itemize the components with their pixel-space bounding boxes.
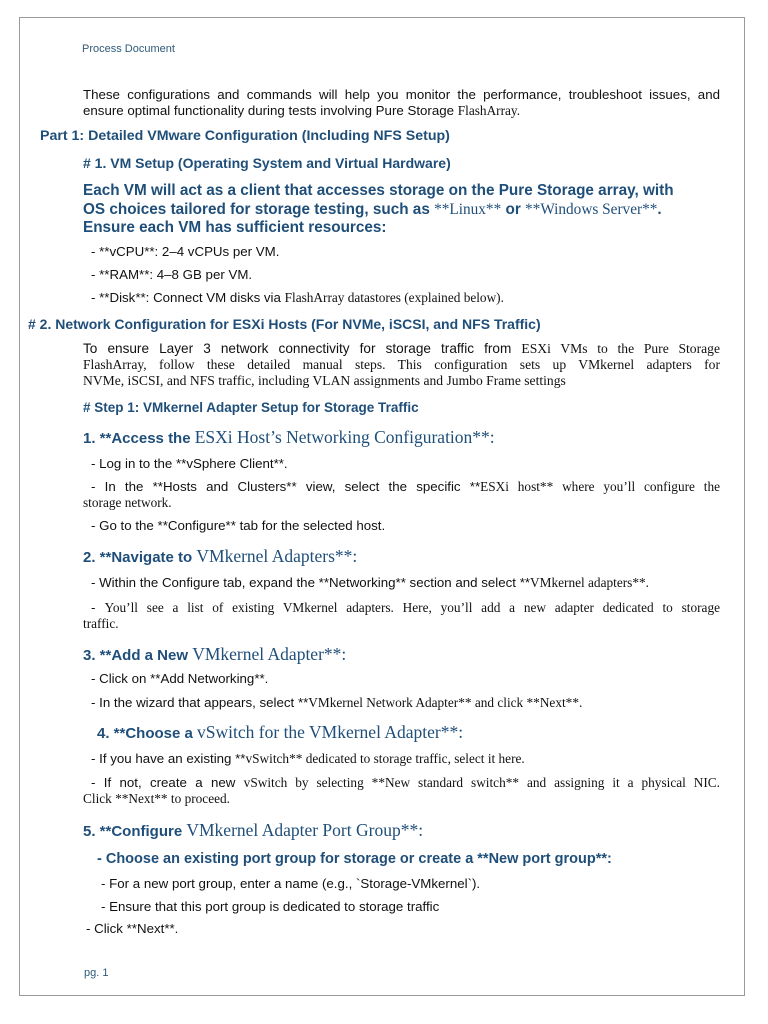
- vm-description: [83, 182, 723, 238]
- net-line-2: FlashArray, follow these detailed manual steps. This configuration sets up VMkernel adapters for: [83, 357, 720, 372]
- intro-line-1: These configurations and commands will help you monitor the performance, troubleshoot issues, and: [83, 87, 720, 102]
- s4-item-existing: - If you have an existing **vSwitch** dedicated to storage traffic, select it here.: [91, 751, 525, 766]
- intro-paragraph: [83, 87, 720, 119]
- vm-item-ram: - **RAM**: 4–8 GB per VM.: [91, 267, 253, 282]
- s1-item-hosts: - In the **Hosts and Clusters** view, select the specific **ESXi host** where you’ll configure the storage network.: [83, 479, 720, 510]
- part1-heading: Part 1: Detailed VMware Configuration (Including NFS Setup): [40, 128, 450, 144]
- vm-item-disk: - **Disk**: Connect VM disks via FlashArray datastores (explained below).: [91, 290, 504, 305]
- vm-item-vcpu: - **vCPU**: 2–4 vCPUs per VM.: [91, 244, 280, 259]
- vm-desc-line-2: OS choices tailored for storage testing, such as **Linux** or **Windows Server**.: [83, 200, 662, 218]
- page-footer: pg. 1: [84, 967, 109, 979]
- s3-item-click: - Click on **Add Networking**.: [91, 671, 269, 686]
- s5-item-dedicated: - Ensure that this port group is dedicated to storage traffic: [101, 899, 440, 914]
- s3-item-wizard: - In the wizard that appears, select **VMkernel Network Adapter** and click **Next**.: [91, 695, 583, 710]
- network-heading: # 2. Network Configuration for ESXi Hosts (For NVMe, iSCSI, and NFS Traffic): [28, 316, 541, 332]
- step-4-heading: 4. **Choose a vSwitch for the VMkernel Adapter**:: [97, 722, 464, 742]
- s2-item-expand: - Within the Configure tab, expand the **Networking** section and select **VMkernel adapters**.: [91, 575, 649, 590]
- s2-item-list: - You’ll see a list of existing VMkernel adapters. Here, you’ll add a new adapter dedicated to storage traffic.: [83, 600, 720, 631]
- vm-desc-line-1: Each VM will act as a client that accesses storage on the Pure Storage array, with: [83, 182, 674, 199]
- s5-item-next: - Click **Next**.: [86, 921, 179, 936]
- s5-subheading: - Choose an existing port group for storage or create a **New port group**:: [97, 851, 612, 867]
- network-paragraph: [83, 341, 720, 389]
- net-line-1: To ensure Layer 3 network connectivity for storage traffic from ESXi VMs to the Pure Storage: [83, 341, 720, 356]
- s1-item-login: - Log in to the **vSphere Client**.: [91, 456, 288, 471]
- page-header: Process Document: [82, 43, 175, 55]
- intro-line-2: ensure optimal functionality during tests involving Pure Storage FlashArray.: [83, 103, 521, 118]
- s1-item-configure: - Go to the **Configure** tab for the selected host.: [91, 518, 386, 533]
- step-5-heading: 5. **Configure VMkernel Adapter Port Group**:: [83, 820, 424, 840]
- step-2-heading: 2. **Navigate to VMkernel Adapters**:: [83, 546, 358, 566]
- vm-setup-heading: # 1. VM Setup (Operating System and Virtual Hardware): [83, 155, 451, 171]
- s4-item-new: - If not, create a new vSwitch by selecting **New standard switch** and assigning it a physical NIC. Click **Next** to proceed.: [83, 775, 720, 806]
- net-line-3: NVMe, iSCSI, and NFS traffic, including VLAN assignments and Jumbo Frame settings: [83, 373, 566, 388]
- vm-desc-line-3: Ensure each VM has sufficient resources:: [83, 219, 387, 236]
- step-1-heading: 1. **Access the ESXi Host’s Networking Configuration**:: [83, 427, 495, 447]
- step-3-heading: 3. **Add a New VMkernel Adapter**:: [83, 644, 347, 664]
- s5-item-name: - For a new port group, enter a name (e.g., `Storage-VMkernel`).: [101, 876, 481, 891]
- step1-heading: # Step 1: VMkernel Adapter Setup for Storage Traffic: [83, 400, 419, 415]
